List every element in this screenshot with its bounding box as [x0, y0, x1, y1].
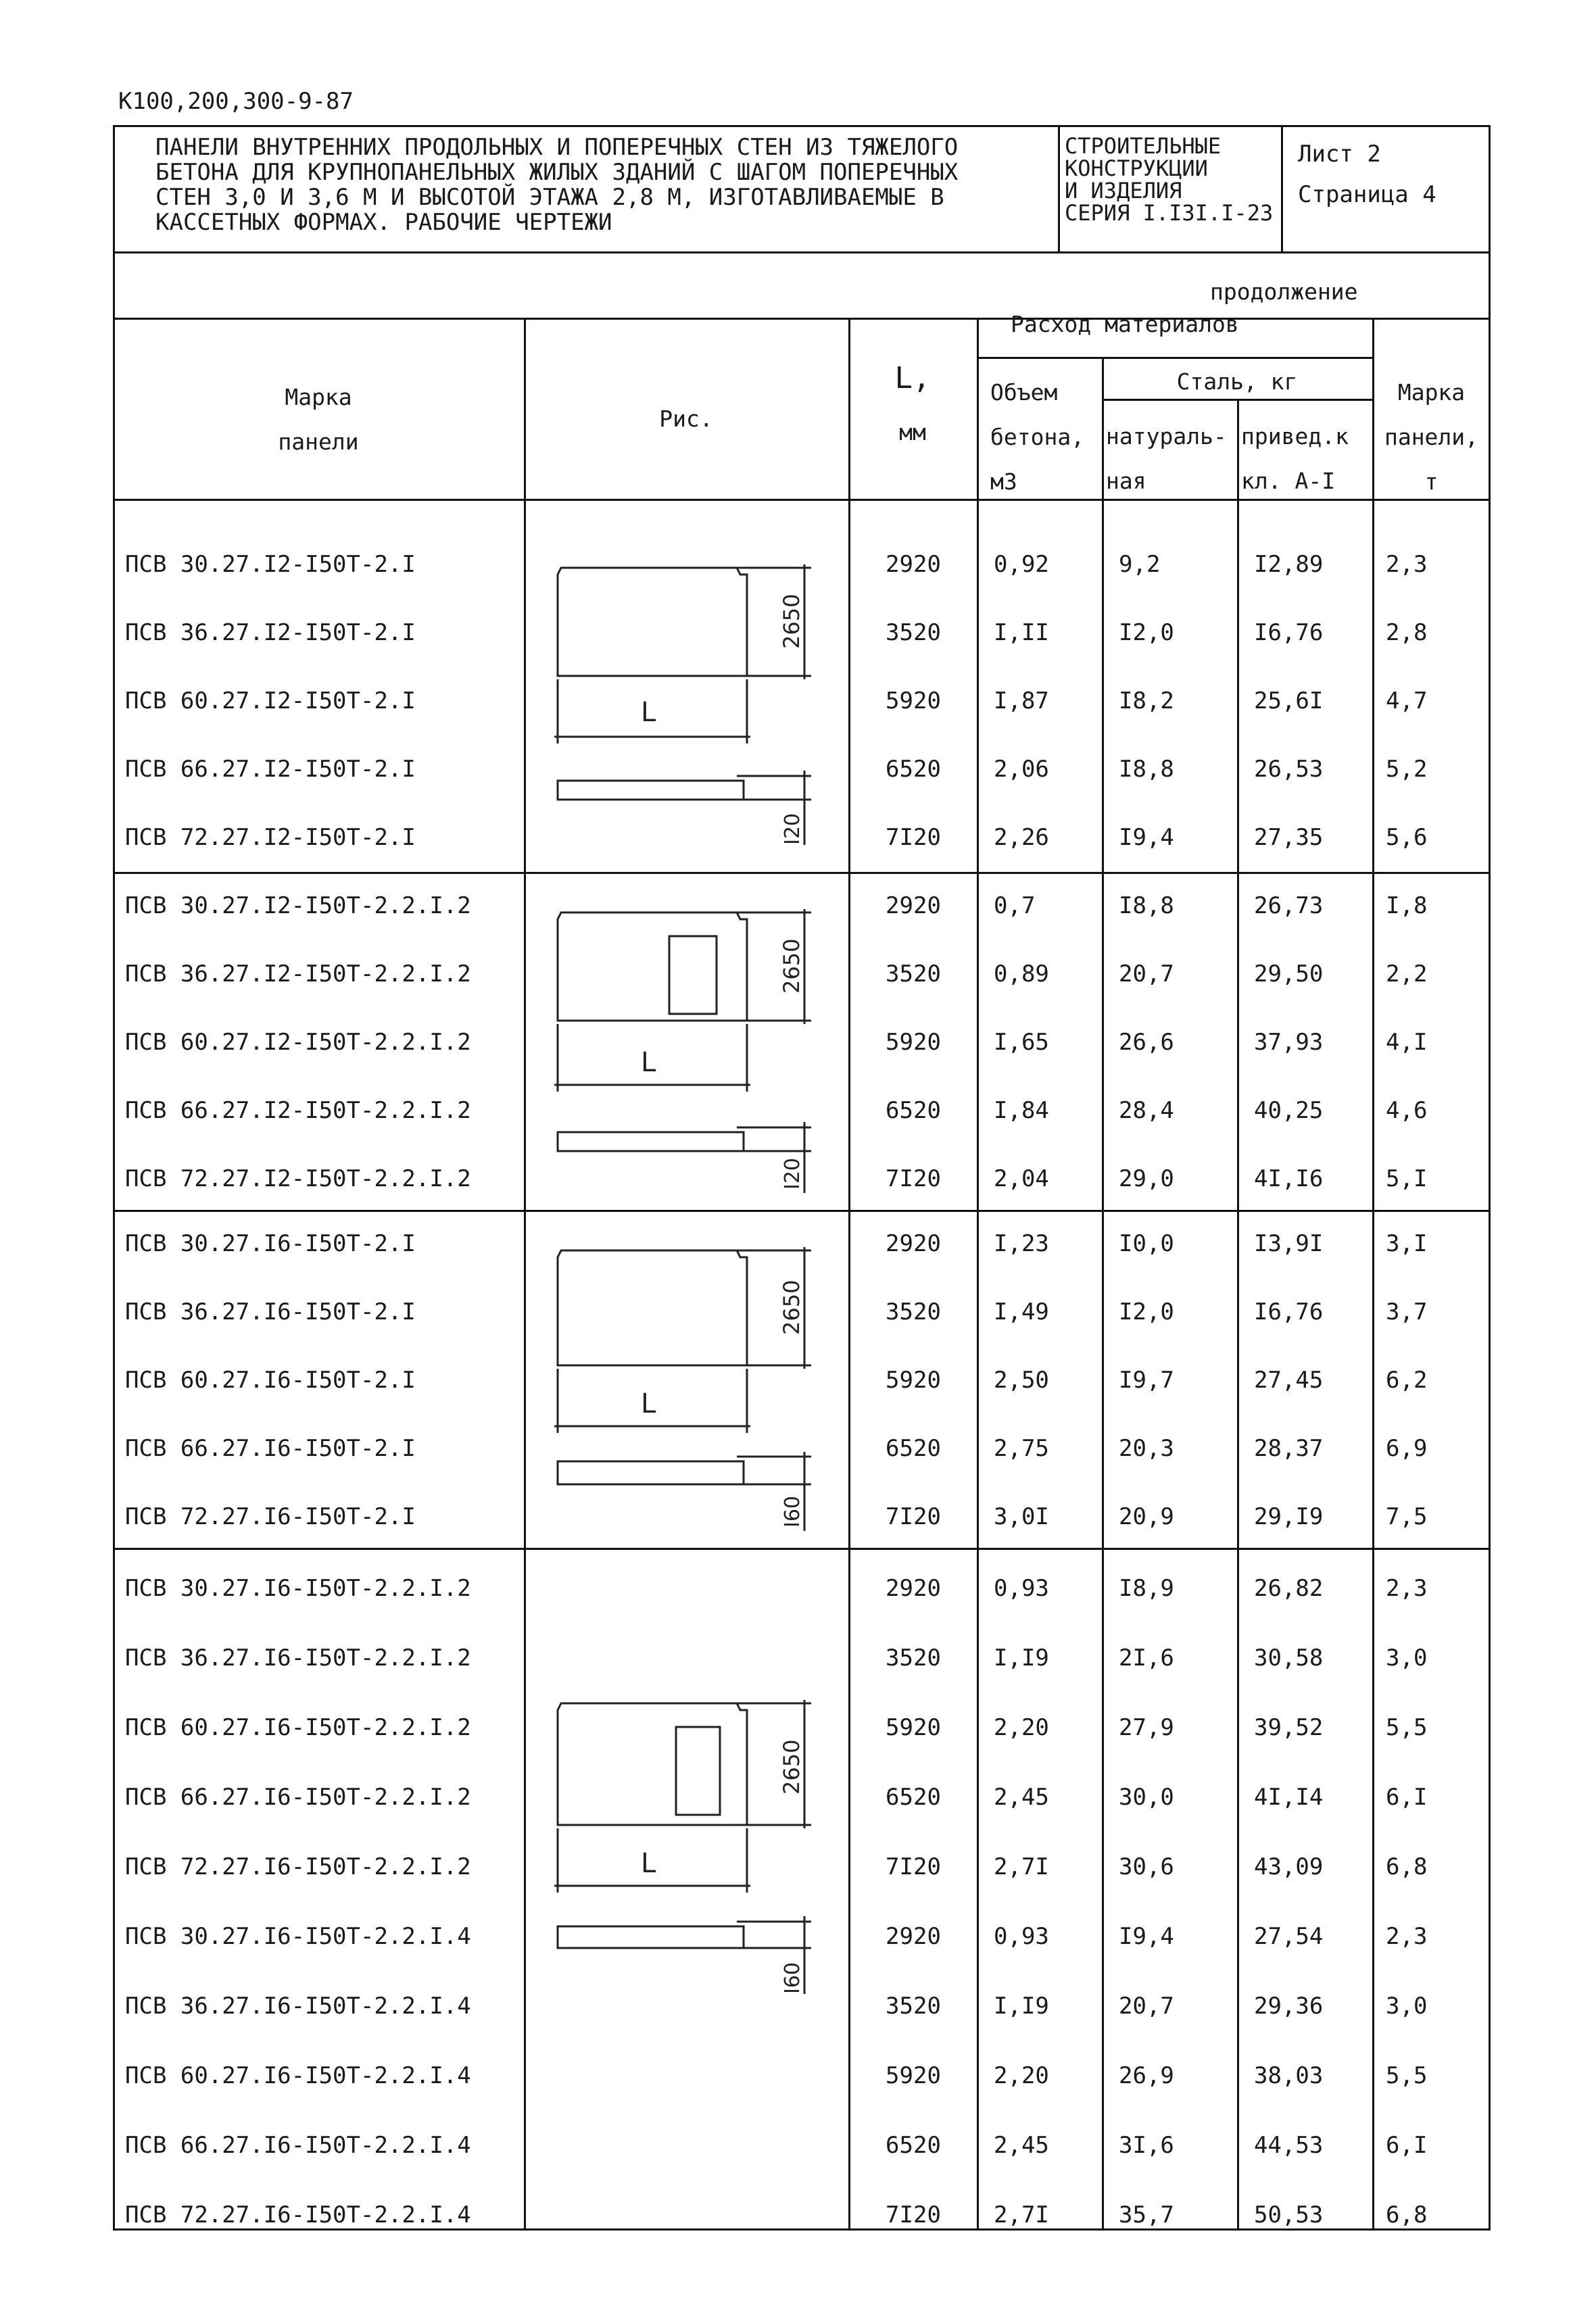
- panel-mark: ПСВ 60.27.I6-I50Т-2.2.I.4: [125, 2062, 471, 2089]
- thickness-dimension: I60: [781, 1961, 804, 1994]
- group-divider: [113, 1548, 1491, 1550]
- panel-length: 7I20: [886, 1165, 941, 1192]
- series-line: КОНСТРУКЦИИ: [1065, 155, 1208, 181]
- length-dimension: L: [641, 1388, 656, 1419]
- steel-reduced: 50,53: [1254, 2201, 1324, 2228]
- panel-mark: ПСВ 60.27.I6-I50Т-2.2.I.2: [125, 1714, 471, 1741]
- panel-length: 3520: [886, 1644, 941, 1672]
- steel-natural: I9,4: [1119, 824, 1174, 851]
- steel-reduced: I3,9I: [1254, 1230, 1324, 1257]
- steel-reduced: 26,73: [1254, 892, 1324, 919]
- concrete-volume: 2,20: [994, 2062, 1049, 2089]
- concrete-volume: 2,50: [994, 1367, 1049, 1394]
- header-materials: Расход материалов: [1011, 311, 1239, 337]
- panel-outline: [558, 912, 747, 1021]
- header-natural: [1106, 414, 1234, 504]
- panel-mark: ПСВ 66.27.I6-I50Т-2.2.I.2: [125, 1784, 471, 1811]
- panel-opening: [669, 936, 717, 1014]
- group-divider: [113, 872, 1491, 874]
- panel-length: 2920: [886, 1923, 941, 1950]
- steel-natural: I9,7: [1119, 1367, 1174, 1394]
- concrete-volume: 0,7: [994, 892, 1036, 919]
- steel-reduced: 27,54: [1254, 1923, 1324, 1950]
- concrete-volume: I,49: [994, 1298, 1049, 1325]
- header-volume: [977, 370, 1115, 504]
- panel-weight: 7,5: [1386, 1503, 1428, 1530]
- header-text: Объем: [990, 379, 1058, 406]
- panel-mark: ПСВ 36.27.I6-I50Т-2.I: [125, 1298, 416, 1325]
- group-divider: [113, 1210, 1491, 1212]
- panel-length: 7I20: [886, 1853, 941, 1880]
- header-text: панели,: [1384, 424, 1479, 450]
- panel-figure-opening: [541, 1697, 825, 2007]
- panel-mark: ПСВ 30.27.I6-I50Т-2.2.I.2: [125, 1575, 471, 1602]
- series-line: СЕРИЯ I.I3I.I-23: [1065, 200, 1274, 226]
- panel-length: 2920: [886, 1575, 941, 1602]
- steel-reduced: I2,89: [1254, 551, 1324, 578]
- sheet-number: Лист 2: [1298, 141, 1381, 168]
- steel-reduced: 29,50: [1254, 960, 1324, 988]
- concrete-volume: 2,7I: [994, 2201, 1049, 2228]
- col-divider: [1102, 357, 1104, 2231]
- panel-length: 2920: [886, 1230, 941, 1257]
- steel-natural: I8,2: [1119, 687, 1174, 714]
- header-steel: Сталь, кг: [1176, 368, 1298, 395]
- panel-mark: ПСВ 60.27.I6-I50Т-2.I: [125, 1367, 416, 1394]
- panel-length: 7I20: [886, 824, 941, 851]
- panel-length: 5920: [886, 1714, 941, 1741]
- header-text: мм: [899, 419, 926, 445]
- materials-line: [977, 357, 1372, 359]
- panel-weight: 4,I: [1386, 1029, 1428, 1056]
- header-fig: Рис.: [659, 406, 713, 432]
- panel-outline: [558, 1703, 747, 1825]
- panel-mark: ПСВ 60.27.I2-I50Т-2.2.I.2: [125, 1029, 471, 1056]
- steel-natural: 20,7: [1119, 1993, 1174, 2020]
- col-divider: [977, 318, 979, 2231]
- page-number: Страница 4: [1298, 181, 1436, 208]
- panel-weight: 6,2: [1386, 1367, 1428, 1394]
- col-divider: [848, 318, 850, 2231]
- steel-natural: I2,0: [1119, 619, 1174, 646]
- height-dimension: 2650: [779, 593, 804, 649]
- panel-weight: 4,7: [1386, 687, 1428, 714]
- steel-natural: 3I,6: [1119, 2132, 1174, 2159]
- header-text: т: [1424, 468, 1438, 495]
- panel-mark: ПСВ 72.27.I6-I50Т-2.I: [125, 1503, 416, 1530]
- header-text: натураль-: [1106, 423, 1227, 449]
- concrete-volume: I,II: [994, 619, 1049, 646]
- panel-length: 7I20: [886, 2201, 941, 2228]
- panel-length: 5920: [886, 2062, 941, 2089]
- steel-reduced: 30,58: [1254, 1644, 1324, 1672]
- header-text: привед.к: [1241, 423, 1349, 449]
- title-divider: [1281, 125, 1283, 253]
- concrete-volume: 2,20: [994, 1714, 1049, 1741]
- header-text: L,: [894, 361, 931, 395]
- continuation-label: продолжение: [1210, 278, 1358, 305]
- panel-mark: ПСВ 66.27.I2-I50Т-2.I: [125, 756, 416, 783]
- document-title: [155, 135, 1048, 235]
- panel-opening: [676, 1727, 720, 1815]
- concrete-volume: I,23: [994, 1230, 1049, 1257]
- panel-weight: 4,6: [1386, 1097, 1428, 1124]
- series-line: СТРОИТЕЛЬНЫЕ: [1065, 133, 1222, 159]
- steel-natural: 35,7: [1119, 2201, 1174, 2228]
- concrete-volume: 3,0I: [994, 1503, 1049, 1530]
- panel-weight: 6,8: [1386, 2201, 1428, 2228]
- panel-mark: ПСВ 66.27.I6-I50Т-2.2.I.4: [125, 2132, 471, 2159]
- steel-reduced: 29,36: [1254, 1993, 1324, 2020]
- title-line: СТЕН 3,0 И 3,6 М И ВЫСОТОЙ ЭТАЖА 2,8 М, ИЗГОТАВЛИВАЕМЫЕ В: [155, 184, 944, 211]
- length-dimension: L: [641, 1047, 656, 1078]
- concrete-volume: I,I9: [994, 1993, 1049, 2020]
- steel-natural: 9,2: [1119, 551, 1161, 578]
- title-divider: [1058, 125, 1060, 253]
- title-line: ПАНЕЛИ ВНУТРЕННИХ ПРОДОЛЬНЫХ И ПОПЕРЕЧНЫХ СТЕН ИЗ ТЯЖЕЛОГО: [155, 134, 959, 161]
- panel-mark: ПСВ 66.27.I2-I50Т-2.2.I.2: [125, 1097, 471, 1124]
- header-text: кл. А-I: [1241, 468, 1336, 494]
- panel-mark: ПСВ 30.27.I6-I50Т-2.2.I.4: [125, 1923, 471, 1950]
- series-line: И ИЗДЕЛИЯ: [1065, 178, 1182, 203]
- panel-section: [558, 1926, 744, 1948]
- panel-weight: 2,8: [1386, 619, 1428, 646]
- steel-reduced: 26,82: [1254, 1575, 1324, 1602]
- concrete-volume: 2,75: [994, 1435, 1049, 1462]
- steel-natural: 30,0: [1119, 1784, 1174, 1811]
- steel-natural: 29,0: [1119, 1165, 1174, 1192]
- concrete-volume: 2,7I: [994, 1853, 1049, 1880]
- panel-mark: ПСВ 36.27.I2-I50Т-2.I: [125, 619, 416, 646]
- header-text: ная: [1106, 468, 1146, 494]
- panel-outline: [558, 1250, 747, 1365]
- panel-length: 6520: [886, 2132, 941, 2159]
- panel-figure-opening: [541, 906, 825, 1196]
- concrete-volume: 2,26: [994, 824, 1049, 851]
- panel-mark: ПСВ 36.27.I6-I50Т-2.2.I.2: [125, 1644, 471, 1672]
- steel-reduced: I6,76: [1254, 1298, 1324, 1325]
- header-text: панели: [278, 429, 359, 455]
- panel-weight: 2,3: [1386, 1923, 1428, 1950]
- concrete-volume: I,84: [994, 1097, 1049, 1124]
- panel-outline: [558, 568, 747, 676]
- steel-reduced: 39,52: [1254, 1714, 1324, 1741]
- steel-natural: I8,8: [1119, 756, 1174, 783]
- panel-weight: 3,0: [1386, 1993, 1428, 2020]
- steel-reduced: 27,45: [1254, 1367, 1324, 1394]
- panel-length: 6520: [886, 1435, 941, 1462]
- panel-mark: ПСВ 66.27.I6-I50Т-2.I: [125, 1435, 416, 1462]
- panel-mark: ПСВ 72.27.I6-I50Т-2.2.I.4: [125, 2201, 471, 2228]
- panel-weight: 3,7: [1386, 1298, 1428, 1325]
- header-text: бетона,: [990, 424, 1085, 450]
- steel-natural: 20,3: [1119, 1435, 1174, 1462]
- title-line: КАССЕТНЫХ ФОРМАХ. РАБОЧИЕ ЧЕРТЕЖИ: [155, 209, 612, 236]
- steel-natural: 20,9: [1119, 1503, 1174, 1530]
- header-text: м3: [990, 468, 1017, 495]
- steel-reduced: 27,35: [1254, 824, 1324, 851]
- panel-length: 2920: [886, 551, 941, 578]
- panel-weight: 6,I: [1386, 1784, 1428, 1811]
- steel-reduced: 4I,I4: [1254, 1784, 1324, 1811]
- panel-mark: ПСВ 72.27.I2-I50Т-2.2.I.2: [125, 1165, 471, 1192]
- panel-figure-solid: [541, 1244, 825, 1534]
- steel-natural: 28,4: [1119, 1097, 1174, 1124]
- col-divider: [524, 318, 526, 2231]
- panel-figure-solid: [541, 561, 825, 852]
- title-line: БЕТОНА ДЛЯ КРУПНОПАНЕЛЬНЫХ ЖИЛЫХ ЗДАНИЙ С ШАГОМ ПОПЕРЕЧНЫХ: [155, 159, 959, 186]
- steel-natural: 20,7: [1119, 960, 1174, 988]
- header-mark: [113, 375, 524, 464]
- steel-natural: 26,6: [1119, 1029, 1174, 1056]
- table-top-line: [113, 318, 1491, 320]
- panel-length: 3520: [886, 1993, 941, 2020]
- panel-length: 2920: [886, 892, 941, 919]
- panel-weight: 2,3: [1386, 551, 1428, 578]
- sheet-block: [1298, 134, 1436, 215]
- concrete-volume: I,65: [994, 1029, 1049, 1056]
- header-text: Марка: [1397, 379, 1466, 406]
- steel-natural: I9,4: [1119, 1923, 1174, 1950]
- panel-weight: 5,I: [1386, 1165, 1428, 1192]
- header-length: [848, 351, 977, 460]
- length-dimension: L: [641, 1848, 656, 1879]
- panel-weight: 3,0: [1386, 1644, 1428, 1672]
- panel-length: 6520: [886, 1784, 941, 1811]
- height-dimension: 2650: [779, 1280, 804, 1335]
- panel-length: 3520: [886, 960, 941, 988]
- header-weight: [1372, 370, 1491, 504]
- panel-section: [558, 781, 744, 800]
- document-code: К100,200,300-9-87: [118, 88, 354, 115]
- col-divider: [1372, 318, 1374, 2231]
- steel-reduced: 4I,I6: [1254, 1165, 1324, 1192]
- panel-length: 3520: [886, 619, 941, 646]
- steel-reduced: 28,37: [1254, 1435, 1324, 1462]
- panel-weight: 2,2: [1386, 960, 1428, 988]
- thickness-dimension: I20: [781, 812, 804, 845]
- concrete-volume: 0,89: [994, 960, 1049, 988]
- steel-reduced: 38,03: [1254, 2062, 1324, 2089]
- concrete-volume: I,87: [994, 687, 1049, 714]
- col-divider: [1237, 399, 1239, 2231]
- panel-length: 5920: [886, 687, 941, 714]
- panel-mark: ПСВ 36.27.I6-I50Т-2.2.I.4: [125, 1993, 471, 2020]
- panel-mark: ПСВ 36.27.I2-I50Т-2.2.I.2: [125, 960, 471, 988]
- panel-mark: ПСВ 72.27.I6-I50Т-2.2.I.2: [125, 1853, 471, 1880]
- steel-reduced: 25,6I: [1254, 687, 1324, 714]
- steel-reduced: 40,25: [1254, 1097, 1324, 1124]
- panel-weight: 2,3: [1386, 1575, 1428, 1602]
- concrete-volume: I,I9: [994, 1644, 1049, 1672]
- panel-length: 6520: [886, 1097, 941, 1124]
- header-reduced: [1241, 414, 1371, 504]
- thickness-dimension: I60: [781, 1495, 804, 1528]
- panel-length: 5920: [886, 1367, 941, 1394]
- panel-weight: I,8: [1386, 892, 1428, 919]
- steel-natural: 26,9: [1119, 2062, 1174, 2089]
- steel-reduced: 43,09: [1254, 1853, 1324, 1880]
- panel-weight: 5,5: [1386, 1714, 1428, 1741]
- steel-natural: I2,0: [1119, 1298, 1174, 1325]
- steel-natural: 30,6: [1119, 1853, 1174, 1880]
- header-text: Марка: [285, 384, 352, 410]
- steel-reduced: 37,93: [1254, 1029, 1324, 1056]
- panel-length: 3520: [886, 1298, 941, 1325]
- height-dimension: 2650: [779, 938, 804, 994]
- thickness-dimension: I20: [781, 1157, 804, 1190]
- concrete-volume: 2,45: [994, 2132, 1049, 2159]
- height-dimension: 2650: [779, 1739, 804, 1795]
- steel-reduced: 44,53: [1254, 2132, 1324, 2159]
- panel-length: 5920: [886, 1029, 941, 1056]
- panel-weight: 5,5: [1386, 2062, 1428, 2089]
- concrete-volume: 0,93: [994, 1923, 1049, 1950]
- series-block: [1065, 135, 1281, 224]
- panel-mark: ПСВ 72.27.I2-I50Т-2.I: [125, 824, 416, 851]
- panel-section: [558, 1461, 744, 1484]
- steel-natural: I8,9: [1119, 1575, 1174, 1602]
- steel-natural: I8,8: [1119, 892, 1174, 919]
- steel-reduced: 29,I9: [1254, 1503, 1324, 1530]
- panel-weight: 5,2: [1386, 756, 1428, 783]
- panel-weight: 5,6: [1386, 824, 1428, 851]
- panel-weight: 6,8: [1386, 1853, 1428, 1880]
- concrete-volume: 2,04: [994, 1165, 1049, 1192]
- concrete-volume: 2,45: [994, 1784, 1049, 1811]
- panel-weight: 3,I: [1386, 1230, 1428, 1257]
- panel-weight: 6,9: [1386, 1435, 1428, 1462]
- panel-length: 7I20: [886, 1503, 941, 1530]
- panel-length: 6520: [886, 756, 941, 783]
- steel-natural: 2I,6: [1119, 1644, 1174, 1672]
- steel-reduced: 26,53: [1254, 756, 1324, 783]
- steel-natural: I0,0: [1119, 1230, 1174, 1257]
- panel-mark: ПСВ 30.27.I2-I50Т-2.2.I.2: [125, 892, 471, 919]
- steel-natural: 27,9: [1119, 1714, 1174, 1741]
- concrete-volume: 0,92: [994, 551, 1049, 578]
- concrete-volume: 0,93: [994, 1575, 1049, 1602]
- length-dimension: L: [641, 697, 656, 728]
- panel-mark: ПСВ 30.27.I2-I50Т-2.I: [125, 551, 416, 578]
- panel-weight: 6,I: [1386, 2132, 1428, 2159]
- panel-section: [558, 1132, 744, 1151]
- panel-mark: ПСВ 30.27.I6-I50Т-2.I: [125, 1230, 416, 1257]
- steel-reduced: I6,76: [1254, 619, 1324, 646]
- concrete-volume: 2,06: [994, 756, 1049, 783]
- panel-mark: ПСВ 60.27.I2-I50Т-2.I: [125, 687, 416, 714]
